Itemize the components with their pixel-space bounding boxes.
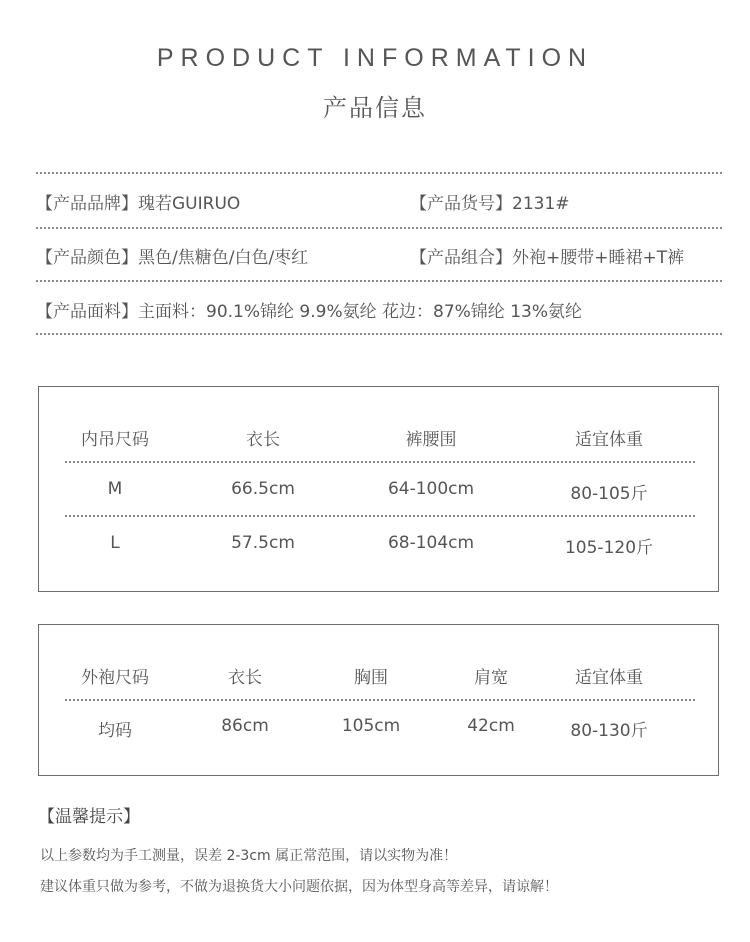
table-header-cell: 肩宽 xyxy=(474,668,508,688)
table-header-cell: 衣长 xyxy=(228,668,262,688)
table-divider xyxy=(65,461,695,463)
info-combination: 【产品组合】外袍+腰带+睡裙+T裤 xyxy=(410,248,685,268)
table-header-cell: 适宜体重 xyxy=(575,668,643,688)
table-row xyxy=(39,533,718,559)
table-cell: 均码 xyxy=(98,721,132,741)
size-table-inner xyxy=(38,386,719,592)
table-cell: M xyxy=(107,479,123,499)
info-fabric: 【产品面料】主面料：90.1%锦纶 9.9%氨纶 花边：87%锦纶 13%氨纶 xyxy=(36,302,582,322)
info-brand: 【产品品牌】瑰若GUIRUO xyxy=(36,194,241,214)
divider-dotted xyxy=(36,333,722,335)
table-row xyxy=(39,716,718,742)
table-cell: L xyxy=(110,533,120,553)
tips-title: 【温馨提示】 xyxy=(38,807,140,827)
table-header-cell: 衣长 xyxy=(246,430,280,450)
title-english: PRODUCT INFORMATION xyxy=(156,44,594,72)
info-item-number: 【产品货号】2131# xyxy=(410,194,570,214)
divider-dotted xyxy=(36,280,722,282)
table-header-cell: 外袍尺码 xyxy=(81,668,149,688)
table-header-row xyxy=(39,425,718,451)
table-cell: 68-104cm xyxy=(387,533,475,553)
table-header-cell: 内吊尺码 xyxy=(81,430,149,450)
table-header-row xyxy=(39,663,718,689)
table-row xyxy=(39,479,718,505)
tip-line: 建议体重只做为参考，不做为退换货大小问题依据，因为体型身高等差异，请谅解！ xyxy=(40,879,558,895)
table-divider xyxy=(65,699,695,701)
divider-dotted xyxy=(36,172,722,174)
table-header-cell: 胸围 xyxy=(354,668,388,688)
table-cell: 80-105斤 xyxy=(570,484,648,504)
table-cell: 86cm xyxy=(221,716,269,736)
tip-line: 以上参数均为手工测量，误差 2-3cm 属正常范围，请以实物为准！ xyxy=(40,848,458,864)
table-divider xyxy=(65,515,695,517)
info-colors: 【产品颜色】黑色/焦糖色/白色/枣红 xyxy=(36,248,309,268)
size-table-robe xyxy=(38,624,719,776)
table-cell: 105-120斤 xyxy=(564,538,654,558)
table-header-cell: 适宜体重 xyxy=(575,430,643,450)
table-cell: 57.5cm xyxy=(231,533,295,553)
table-cell: 64-100cm xyxy=(387,479,475,499)
table-header-cell: 裤腰围 xyxy=(405,430,457,450)
table-cell: 66.5cm xyxy=(231,479,295,499)
table-cell: 105cm xyxy=(341,716,401,736)
table-cell: 42cm xyxy=(467,716,515,736)
title-chinese: 产品信息 xyxy=(323,94,427,122)
table-cell: 80-130斤 xyxy=(570,721,648,741)
divider-dotted xyxy=(36,227,722,229)
